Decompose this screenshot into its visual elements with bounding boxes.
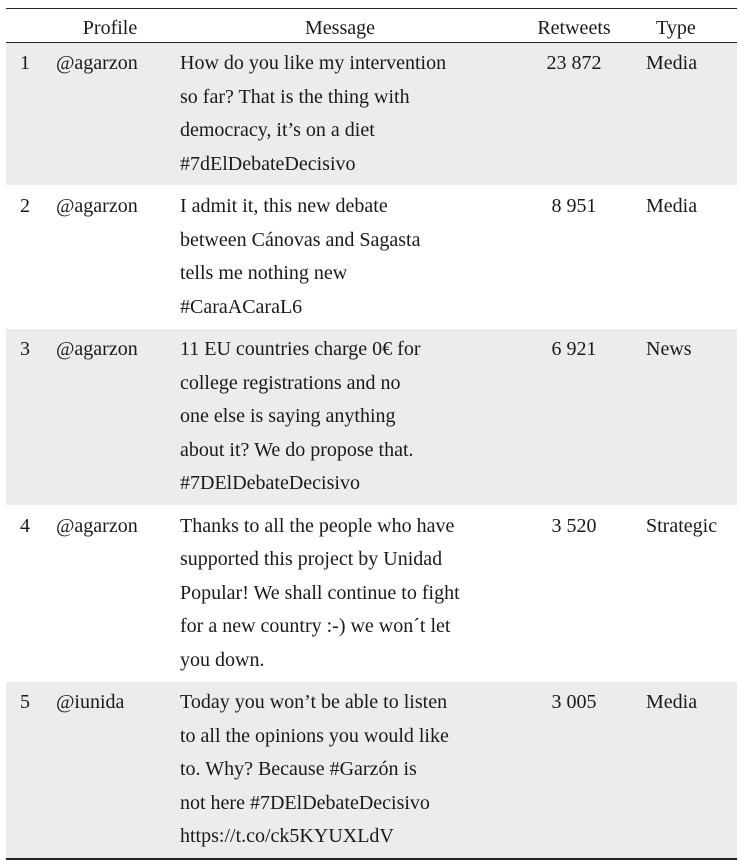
tweets-table-container <box>6 8 737 860</box>
header-type: Type <box>656 17 696 39</box>
table-body <box>6 43 737 859</box>
message-line: to all the opinions you would like <box>180 724 449 747</box>
message-line: democracy, it’s on a diet <box>180 119 375 141</box>
message-line: to. Why? Because #Garzón is <box>180 758 417 780</box>
row-type: Media <box>646 195 698 217</box>
message-line: Thanks to all the people who have <box>180 514 455 537</box>
message-line: one else is saying anything <box>180 405 396 427</box>
row-index: 4 <box>20 514 30 537</box>
header-profile: Profile <box>82 17 138 39</box>
row-profile: @agarzon <box>50 329 170 506</box>
row-message <box>170 682 510 859</box>
message-line: I admit it, this new debate <box>180 195 388 217</box>
message-line: so far? That is the thing with <box>180 85 410 108</box>
row-profile: @iunida <box>50 682 170 859</box>
message-line: tells me nothing new <box>180 262 348 284</box>
row-message <box>170 329 510 506</box>
row-retweets: 8 951 <box>551 195 597 217</box>
message-line: #7dElDebateDecisivo <box>180 152 356 175</box>
message-line: about it? We do propose that. <box>180 438 414 461</box>
message-line: Today you won’t be able to listen <box>180 691 448 713</box>
table-row <box>6 186 737 329</box>
row-message <box>170 186 510 329</box>
row-type: Media <box>638 682 737 859</box>
message-line: supported this project by Unidad <box>180 548 443 570</box>
message-line: for a new country :-) we won´t let <box>180 615 451 637</box>
message-line: #CaraACaraL6 <box>180 295 303 318</box>
row-retweets: 3 520 <box>551 514 597 537</box>
row-profile: @agarzon <box>56 195 138 217</box>
row-index: 5 <box>6 682 50 859</box>
table-row <box>6 43 737 186</box>
message-line: 11 EU countries charge 0€ for <box>180 338 421 360</box>
row-type: News <box>638 329 737 506</box>
header-retweets: Retweets <box>537 17 611 39</box>
row-message <box>170 43 510 186</box>
row-index: 3 <box>6 329 50 506</box>
row-retweets: 23 872 <box>510 43 638 186</box>
row-retweets: 3 005 <box>510 682 638 859</box>
row-type: Media <box>638 43 737 186</box>
table-header <box>6 9 737 43</box>
row-message <box>170 505 510 682</box>
message-line: #7DElDebateDecisivo <box>180 472 360 494</box>
row-type: Strategic <box>646 514 718 537</box>
row-index: 1 <box>6 43 50 186</box>
message-line: college registrations and no <box>180 371 401 394</box>
message-line: you down. <box>180 648 265 671</box>
message-line: How do you like my intervention <box>180 52 447 74</box>
message-line: Popular! We shall continue to fight <box>180 581 460 604</box>
tweets-table <box>6 8 737 860</box>
header-index <box>6 9 50 43</box>
table-row <box>6 505 737 682</box>
header-row <box>6 9 737 43</box>
header-message: Message <box>305 17 375 39</box>
row-profile: @agarzon <box>50 43 170 186</box>
row-retweets: 6 921 <box>510 329 638 506</box>
row-profile: @agarzon <box>56 514 138 537</box>
table-row <box>6 329 737 506</box>
message-line: not here #7DElDebateDecisivo <box>180 791 430 814</box>
message-line: https://t.co/ck5KYUXLdV <box>180 825 394 847</box>
row-index: 2 <box>20 195 30 217</box>
message-line: between Cánovas and Sagasta <box>180 228 421 251</box>
table-row <box>6 682 737 859</box>
